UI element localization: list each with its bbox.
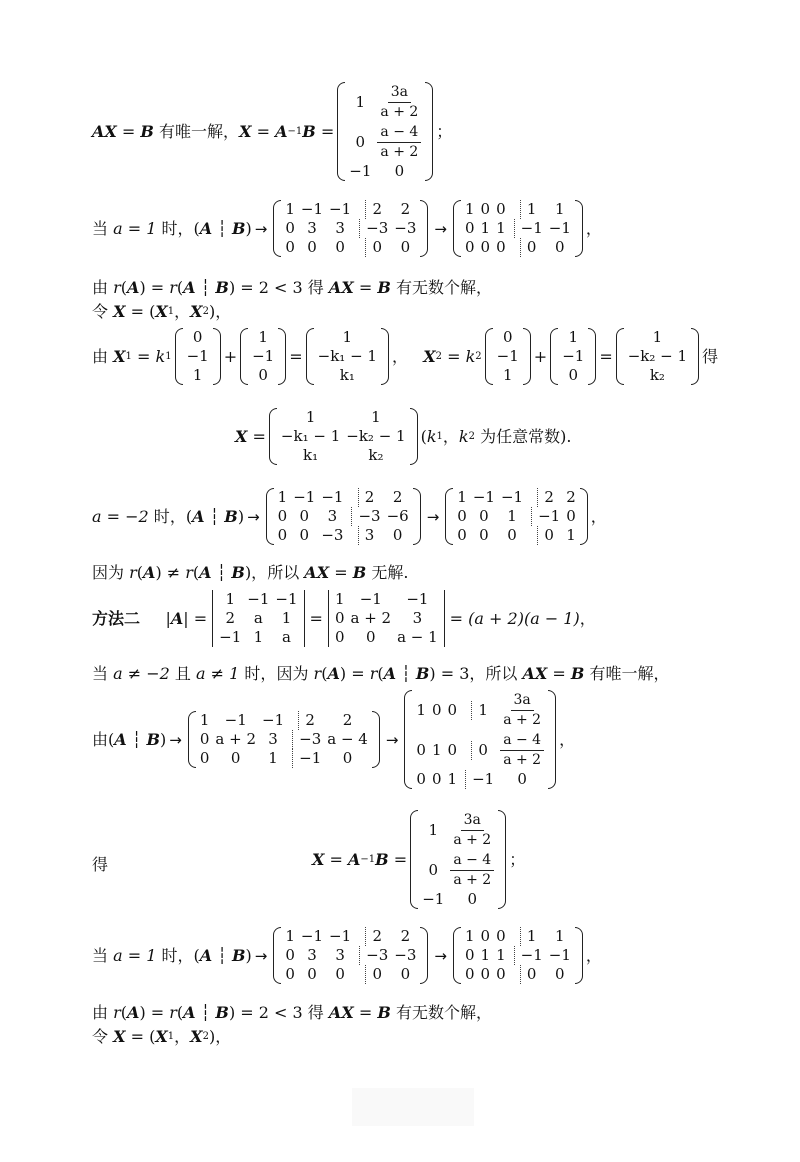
matrix-cell: 0 [366,628,376,646]
arrow-icon: → [254,219,268,238]
matrix-cell: −1 [275,590,298,608]
matrix-cell: 0 [334,609,345,627]
matrix-cell: 0 [277,507,288,525]
matrix-x-solution [337,82,433,181]
matrix-cell: −k₂ − 1 [346,427,406,445]
text-a-eq-m2: a = −2 [92,506,149,526]
matrix-cell: 2 [358,488,375,507]
matrix-cell: 1 [285,200,295,218]
matrix-cell: −1 [465,770,494,789]
text-infinite: 有无数个解 [395,278,476,297]
line-rank-2: 由 r ( A ) = r ( A ┆ B ) = 2 < 3 得 AX = B 有无数个解 ， [92,1003,492,1022]
matrix-cell: a [281,628,291,646]
fraction: $\frac{3a}{a + 2}$ [380,84,419,120]
text-shi: 时 [244,664,261,683]
matrix-cell: 1 [520,927,537,946]
matrix-cell: −1 [247,590,270,608]
matrix-cell: 0 [496,238,506,256]
arrow-icon: → [434,219,447,238]
matrix-cell: 0 [479,526,489,544]
matrix-cell: 1 [480,946,491,964]
matrix-cell: 1 [199,711,210,729]
arrow-icon: → [169,730,182,749]
text-you: 由 [92,346,109,366]
text-det-result: = (a + 2)(a − 1) [449,608,580,628]
matrix-cell: 1 [253,628,264,646]
matrix-cell: k₂ [368,446,384,464]
matrix-cell: 1 [277,488,288,506]
vector-cell: 1 [652,328,663,346]
matrix-cell: 2 [298,711,315,730]
matrix-cell: −3 [359,219,388,238]
matrix-cell: 0 [285,946,295,964]
text-so: 所以 [267,563,300,582]
vector-cell: 0 [192,328,203,346]
matrix-cell: −1 [293,488,316,506]
matrix-cell: −3 [321,526,344,544]
matrix-cell: a − 1 [397,628,438,646]
vector-cell: 1 [258,328,268,346]
semicolon: ； [436,121,453,141]
matrix-cell [377,122,421,162]
matrix-cell: 3 [358,526,375,545]
vector-cell: −k₁ − 1 [317,347,377,365]
text-a-eq-1: a = 1 [113,218,157,238]
matrix-cell: 1 [520,200,537,219]
matrix-cell: 0 [496,965,506,983]
matrix-cell: 0 [334,628,345,646]
matrix-cell: 0 [400,238,411,256]
fraction: $\frac{a - 4}{a + 2}$ [377,123,421,162]
line-x-general: X = 1 1 −k₁ − 1 −k₂ − 1 k₁ k₂ ( k 1 ， k 2 为任意常数 ). [235,408,572,464]
vector-cell: 0 [502,328,513,346]
arrow-icon: → [426,507,440,526]
matrix-cell: 0 [566,507,576,525]
line-a-equals-1-b: 当 a = 1 时 ，( A ┆ B ) → 1 −1 −1 2 2 0 3 3 −3 −3 0 0 0 0 0 → 1 0 0 1 1 0 1 1 −1 −1 0 0 0 0 0 ， [92,927,602,983]
matrix-cell: 0 [335,965,345,983]
matrix-x-general [269,408,418,465]
vector-cell: −1 [496,347,519,365]
matrix-cell [500,730,544,770]
matrix-cell: 1 [480,219,491,237]
matrix-cell: a − 4 [327,730,368,748]
semicolon: ； [509,849,526,869]
matrix-cell: 0 [467,890,478,908]
matrix-cell: −3 [292,730,321,749]
matrix-cell: −1 [300,927,324,945]
matrix-cell: 0 [471,741,488,760]
matrix-cell: 1 [447,770,458,788]
matrix-cell: 3 [335,219,345,237]
matrix-cell: 2 [225,609,235,627]
text-dang: 当 [92,218,109,238]
matrix-cell: −1 [359,590,382,608]
arrow-icon: → [434,946,447,965]
matrix-cell: −3 [359,946,388,965]
matrix-cell: a [253,609,263,627]
matrix-cell: 1 [464,200,475,218]
text-you: 由 [92,1003,109,1022]
matrix-cell: −6 [386,507,409,525]
matrix-cell: 1 [471,701,488,720]
text-shi: 时 [161,218,178,238]
vector-cell: 1 [502,366,513,384]
matrix-cell [377,82,421,122]
matrix-cell: 0 [365,238,382,257]
matrix-augmented-4 [273,927,428,984]
matrix-cell: 0 [199,730,210,748]
matrix-cell: 1 [566,526,576,544]
matrix-reduced-4 [453,927,583,984]
matrix-cell [450,850,494,890]
matrix-cell: −1 [300,200,324,218]
matrix-cell: 1 [496,946,506,964]
matrix-cell: 0 [392,526,403,544]
text-de: 得 [92,855,109,874]
matrix-augmented-1 [273,200,428,257]
matrix-cell: 1 [496,219,506,237]
line-rank-1: 由 r ( A ) = r ( A ┆ B ) = 2 < 3 得 AX = B 有无数个解 ， [92,278,492,297]
matrix-cell: a + 2 [350,609,392,627]
line-let-x-2: 令 X = ( X 1 ， X 2 )， [92,1027,232,1046]
vector-cell: 0 [568,366,579,384]
matrix-cell: −1 [219,628,242,646]
text-any-const: 为任意常数 [480,426,561,446]
matrix-cell: 1 [371,408,381,426]
matrix-cell: 0 [507,526,517,544]
matrix-cell: 0 [199,749,210,767]
matrix-cell: 1 [355,92,366,111]
matrix-cell: 0 [285,965,295,983]
matrix-cell: 1 [555,927,565,945]
determinant-a-reduced [326,590,447,647]
fraction: $\frac{3a}{a + 2}$ [453,812,492,848]
matrix-cell: 1 [334,590,345,608]
matrix-cell: 0 [285,219,295,237]
text-dang: 当 [92,664,109,683]
vector-cell: −1 [252,347,275,365]
matrix-cell: 0 [480,200,491,218]
vector-cell: 1 [568,328,579,346]
matrix-cell: 1 [555,200,565,218]
arrow-icon: → [247,507,260,526]
vector-x1 [306,328,389,385]
matrix-cell: −1 [329,200,352,218]
matrix-cell: 0 [464,219,475,237]
matrix-cell: 0 [480,927,491,945]
matrix-cell: 0 [447,740,458,759]
line-method-two: 方法二 | A | = 1 −1 −1 2 a 1 −1 1 a = 1 −1 −1 0 a + 2 3 0 0 a − 1 = (a + 2)(a − 1) ， [92,590,596,646]
text-so: 所以 [485,664,518,683]
matrix-cell: 0 [416,770,426,788]
matrix-cell: −1 [548,946,571,964]
matrix-cell: 0 [299,507,310,525]
line-unique-solution-1: AX = B 有唯一解 ， X = A −1 B = 1 $\frac{3a}{a + 2}$ 0 $\frac{a - 4}{a + 2}$ −1 0 ； [92,84,453,180]
matrix-cell: 3 [268,730,278,748]
matrix-cell: −k₁ − 1 [280,427,341,445]
line-let-x-1: 令 X = ( X 1 ， X 2 )， [92,302,232,321]
matrix-cell: −1 [548,219,571,237]
matrix-cell: 0 [355,132,366,151]
matrix-cell: 0 [431,770,442,788]
matrix-cell: 0 [400,965,411,983]
matrix-cell: −1 [531,507,560,526]
arrow-icon: → [385,730,399,749]
matrix-cell: 1 [225,590,235,608]
determinant-a [210,590,306,647]
matrix-reduced-2 [445,488,587,545]
matrix-cell: 3 [335,946,345,964]
text-rank3: = 3 [440,664,470,683]
vector-cell: −1 [562,347,585,365]
matrix-cell: 1 [507,507,517,525]
matrix-cell: 3 [307,946,317,964]
matrix-cell: 0 [464,946,475,964]
matrix-augmented-3 [188,711,380,768]
matrix-cell: 1 [457,488,467,506]
matrix-cell: 1 [428,820,439,839]
matrix-cell: 2 [400,200,411,218]
text-ling: 令 [92,302,109,321]
matrix-cell: −1 [329,927,352,945]
vector-v1-b [550,328,596,385]
fraction: $\frac{3a}{a + 2}$ [503,692,542,728]
vector-cell: −1 [186,347,209,365]
text-rank-eq: = 2 < 3 [240,1003,303,1022]
matrix-cell: 3 [307,219,317,237]
matrix-cell: 0 [447,700,458,719]
matrix-cell: 1 [464,927,475,945]
text-you: 由 [92,278,109,297]
fraction: $\frac{a - 4}{a + 2}$ [450,851,494,890]
text-you: 由 [92,729,109,749]
matrix-cell: 0 [480,965,491,983]
vector-x2 [616,328,699,385]
matrix-cell: 2 [365,200,382,219]
matrix-cell: −1 [406,590,429,608]
matrix-cell: −3 [351,507,380,526]
line-a-equals-1: 当 a = 1 时 ，( A ┆ B ) → 1 −1 −1 2 2 0 3 3 −3 −3 0 0 0 0 0 → 1 0 0 1 1 0 1 1 −1 −1 0 0 0 0 0 ， [92,200,602,256]
text-rank-eq: = 2 < 3 [240,278,303,297]
matrix-cell: 0 [307,238,317,256]
text-cond: a ≠ −2 [113,664,170,683]
matrix-cell: 0 [464,965,475,983]
faint-scan-mark [352,1088,474,1126]
matrix-cell: 0 [457,507,467,525]
matrix-cell: 0 [431,700,442,719]
matrix-cell: 0 [520,965,537,984]
text-no-solution: 无解 [371,563,404,582]
text-cond2: a ≠ 1 [196,664,240,683]
matrix-cell: −1 [262,711,285,729]
matrix-cell: −1 [514,946,543,965]
matrix-cell: −1 [292,749,321,768]
vector-cell: −k₂ − 1 [627,347,688,365]
vector-v0-b [485,328,531,385]
matrix-cell: 3 [412,609,423,627]
matrix-cell: 0 [285,238,295,256]
vector-cell: k₂ [649,366,665,384]
text-shi: 时 [153,506,170,526]
matrix-cell: 0 [307,965,317,983]
text-infinite: 有无数个解 [395,1003,476,1022]
vector-v0 [175,328,221,385]
text-de: 得 [307,278,324,297]
text-ling: 令 [92,1027,109,1046]
matrix-cell: −1 [514,219,543,238]
line-condition: 当 a ≠ −2 且 a ≠ 1 时 ， 因为 r ( A ) = r ( A ┆ B ) = 3 ， 所以 AX = B 有唯一解 ， [92,664,670,683]
matrix-cell: 0 [496,200,506,218]
line-a-equals-m2: a = −2 时 ，( A ┆ B ) → 1 −1 −1 2 2 0 0 3 −3 −6 0 0 −3 3 0 → 1 −1 −1 2 2 0 0 1 −1 0 0 0 0 0 1 ， [92,488,607,544]
matrix-cell: 2 [365,927,382,946]
text-unique-2: 有唯一解 [589,664,654,683]
matrix-reduced-1 [453,200,583,257]
line-no-solution: 因为 r ( A ) ≠ r ( A ┆ B )， 所以 AX = B 无解 . [92,563,409,582]
matrix-cell: 0 [277,526,288,544]
matrix-cell: 0 [480,238,491,256]
matrix-cell: −1 [224,711,247,729]
matrix-augmented-2 [266,488,421,545]
line-augmented-3: 由 ( A ┆ B ) → 1 −1 −1 2 2 0 a + 2 3 −3 a − 4 0 0 1 −1 0 → 1 0 0 1 $\frac{3a}{a + 2}$ 0 1 0 0 $\frac{a - 4}{a + 2}$ 0 0 1 −1 0 ， [92,692,576,788]
matrix-cell: 3 [327,507,338,525]
matrix-cell: −1 [422,890,445,908]
text-shi: 时 [161,945,178,965]
vector-cell: 0 [258,366,268,384]
fraction: $\frac{a - 4}{a + 2}$ [500,731,544,770]
matrix-cell: 0 [555,965,565,983]
line-x-solution-2: X = A −1 B = 1 $\frac{3a}{a + 2}$ 0 $\frac{a - 4}{a + 2}$ −1 0 ； [312,812,526,908]
matrix-cell: 2 [342,711,353,729]
matrix-cell: 0 [537,526,554,545]
matrix-cell: 1 [431,740,442,759]
text-because: 因为 [276,664,309,683]
text-de: 得 [307,1003,324,1022]
line-de [92,855,108,875]
matrix-cell: 0 [555,238,565,256]
matrix-cell: 2 [392,488,403,506]
matrix-cell: 2 [537,488,554,507]
matrix-cell: −3 [394,946,417,964]
matrix-x-solution-2 [410,810,506,909]
matrix-cell [450,810,494,850]
matrix-cell: 1 [285,927,295,945]
matrix-reduced-3 [404,690,556,789]
matrix-cell: 0 [428,860,439,879]
matrix-cell: 0 [335,238,345,256]
text-unique: 有唯一解 [159,121,224,141]
matrix-cell: 0 [479,507,489,525]
vector-cell: k₁ [339,366,355,384]
matrix-cell: 0 [457,526,467,544]
matrix-cell: 1 [268,749,278,767]
text-dang: 当 [92,945,109,965]
matrix-cell: 0 [365,965,382,984]
line-x1-x2: 由 X 1 = k 1 0 −1 1 + 1 −1 0 = 1 −k₁ − 1 k₁ ， X 2 = k 2 0 −1 1 + 1 −1 0 = 1 −k₂ − 1 k₂ 得 [92,328,719,384]
matrix-cell: 1 [416,700,426,719]
matrix-cell: −1 [500,488,524,506]
text-a-eq-1: a = 1 [113,945,157,965]
matrix-cell [500,690,544,730]
matrix-cell: 2 [400,927,411,945]
matrix-cell: −1 [472,488,495,506]
matrix-cell: 0 [342,749,353,767]
matrix-cell: k₁ [303,446,319,464]
matrix-cell: −1 [321,488,344,506]
matrix-cell: 1 [281,609,292,627]
method-two-heading: 方法二 [92,608,141,628]
matrix-cell: 0 [416,740,426,759]
matrix-cell: 0 [230,749,241,767]
text-de: 得 [702,346,719,366]
matrix-cell: 1 [305,408,316,426]
matrix-cell: a + 2 [215,730,256,748]
vector-cell: 1 [192,366,203,384]
matrix-cell: 0 [394,162,405,180]
matrix-cell: −1 [349,162,372,180]
matrix-cell: 0 [517,770,527,788]
matrix-cell: 0 [520,238,537,257]
text-and: 且 [174,664,191,683]
matrix-cell: 0 [496,927,506,945]
matrix-cell: −3 [394,219,417,237]
matrix-cell: 2 [566,488,576,506]
text-because: 因为 [92,563,125,582]
vector-cell: 1 [342,328,353,346]
arrow-icon: → [254,946,268,965]
matrix-cell: 0 [299,526,310,544]
matrix-cell: 0 [464,238,475,256]
vector-v1 [240,328,286,385]
